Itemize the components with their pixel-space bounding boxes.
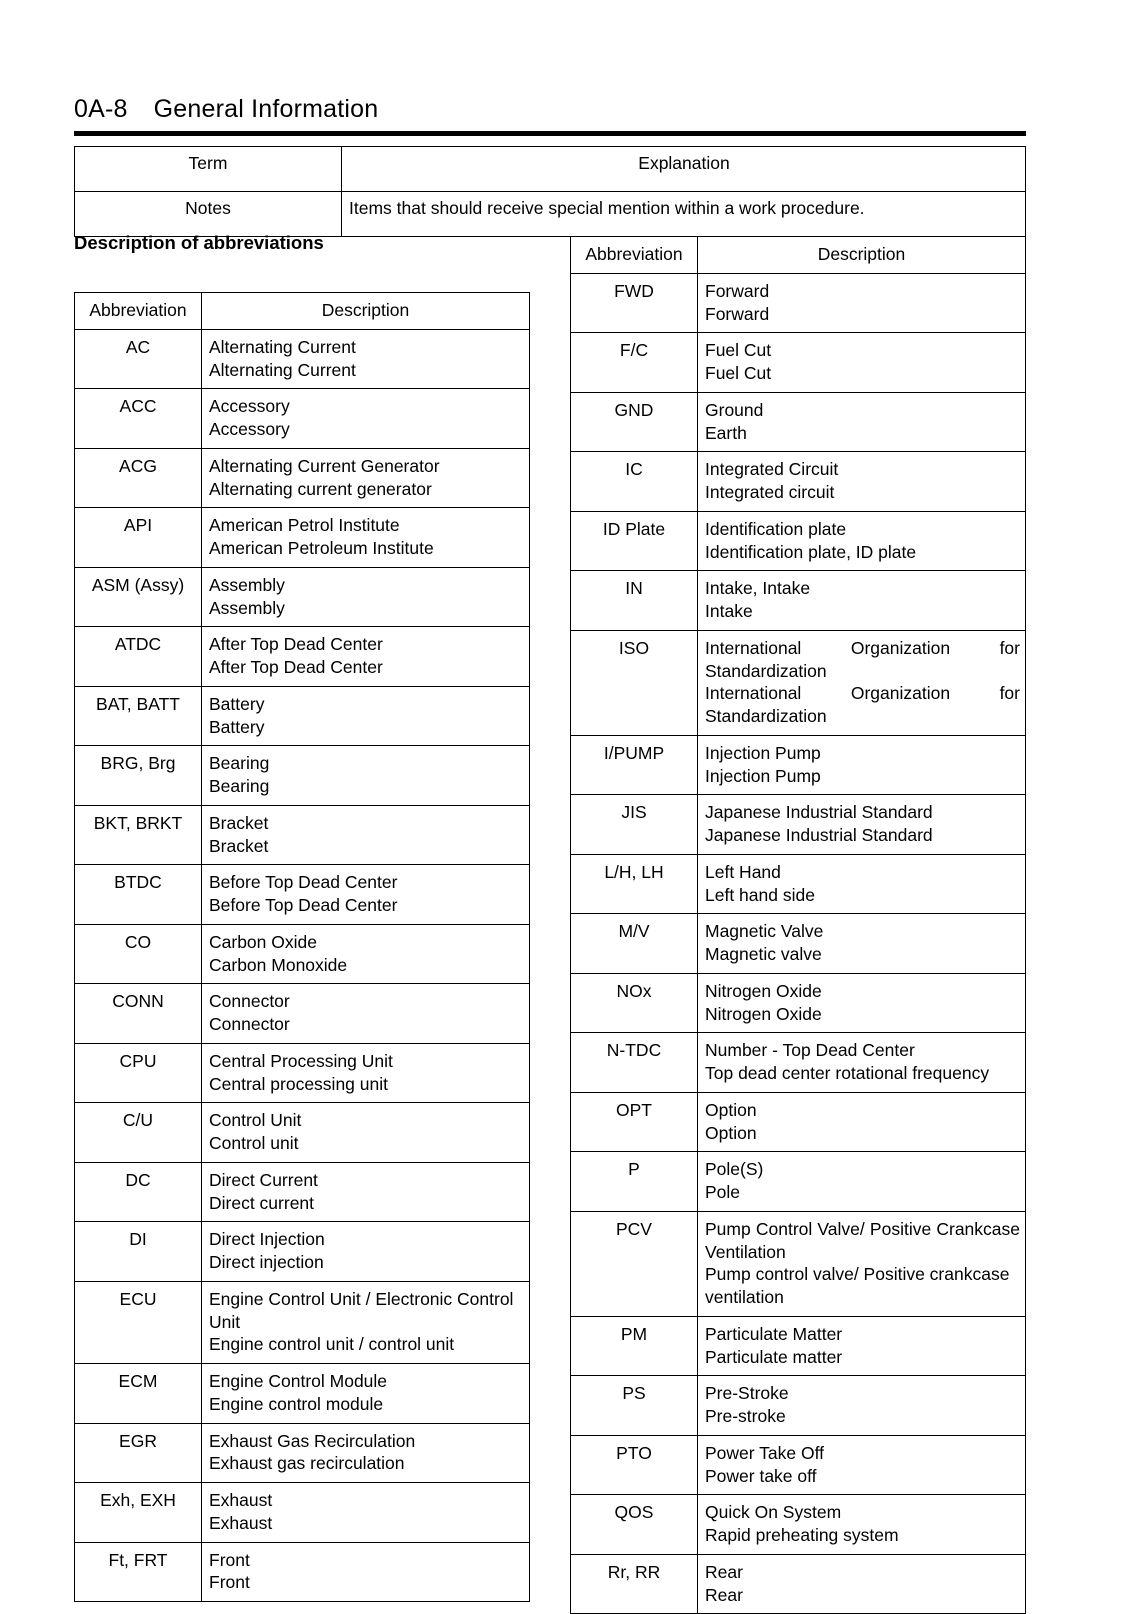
table-row	[571, 452, 1026, 512]
abbreviation-cell: EGR	[75, 1423, 202, 1483]
description-line-english: Connector	[209, 991, 290, 1012]
description-cell	[202, 448, 530, 508]
description-line-english: Carbon Oxide	[209, 931, 317, 952]
description-line-english: Assembly	[209, 574, 285, 595]
description-cell	[202, 567, 530, 627]
description-line-english: Pole(S)	[705, 1159, 764, 1180]
description-cell	[202, 1281, 530, 1363]
abbreviation-cell: ASM (Assy)	[75, 567, 202, 627]
abbreviation-cell: Exh, EXH	[75, 1483, 202, 1543]
description-cell	[698, 854, 1026, 914]
abbreviation-cell: M/V	[571, 914, 698, 974]
column-header-abbreviation: Abbreviation	[571, 237, 698, 274]
description-cell	[202, 1483, 530, 1543]
description-line-secondary: After Top Dead Center	[209, 657, 383, 677]
table-row	[75, 984, 530, 1044]
description-line-english: Quick On System	[705, 1502, 842, 1523]
abbreviation-cell: QOS	[571, 1495, 698, 1555]
table-row	[571, 1554, 1026, 1614]
abbreviation-cell: FWD	[571, 273, 698, 333]
description-line-secondary: Alternating current generator	[209, 478, 432, 499]
table-row	[75, 1364, 530, 1424]
description-cell	[202, 865, 530, 925]
description-line-secondary: Bracket	[209, 835, 269, 856]
abbreviation-cell: CPU	[75, 1043, 202, 1103]
description-cell	[698, 630, 1026, 735]
table-row	[75, 448, 530, 508]
abbreviation-cell: ATDC	[75, 627, 202, 687]
abbreviation-table-left	[74, 292, 530, 1602]
abbreviation-table-right	[570, 236, 1026, 1614]
description-line-secondary: Accessory	[209, 419, 290, 439]
description-cell	[698, 735, 1026, 795]
abbreviation-rows-right	[571, 273, 1026, 1614]
description-line-secondary: Intake	[705, 601, 753, 621]
description-line-english: Intake, Intake	[705, 578, 811, 599]
description-line-secondary: Front	[209, 1572, 250, 1593]
table-row	[75, 865, 530, 925]
abbreviation-cell: ACG	[75, 448, 202, 508]
description-cell	[202, 984, 530, 1044]
page-number: 0A-8	[74, 95, 128, 123]
description-line-secondary: Forward	[705, 303, 770, 324]
description-cell	[202, 746, 530, 806]
description-cell	[698, 333, 1026, 393]
table-row	[75, 567, 530, 627]
table-row	[75, 924, 530, 984]
table-row	[571, 571, 1026, 631]
abbreviation-cell: Ft, FRT	[75, 1542, 202, 1602]
description-line-english: Bearing	[209, 753, 270, 774]
description-line-english: Pre-Stroke	[705, 1383, 789, 1404]
description-cell	[202, 329, 530, 389]
description-cell	[698, 1316, 1026, 1376]
table-row	[571, 273, 1026, 333]
description-line-english: Alternating Current Generator	[209, 455, 440, 476]
description-line-english: Particulate Matter	[705, 1323, 843, 1344]
description-line-secondary: Power take off	[705, 1465, 817, 1486]
table-row	[571, 630, 1026, 735]
description-line-secondary: Japanese Industrial Standard	[705, 825, 933, 845]
table-row	[75, 746, 530, 806]
description-line-secondary: Connector	[209, 1014, 290, 1034]
table-row	[571, 1152, 1026, 1212]
abbreviation-cell: N-TDC	[571, 1033, 698, 1093]
abbreviation-cell: BAT, BATT	[75, 686, 202, 746]
description-line-english: Front	[209, 1549, 250, 1570]
description-line-secondary: Left hand side	[705, 884, 815, 905]
description-line-secondary: Alternating Current	[209, 359, 356, 380]
abbreviation-cell: BKT, BRKT	[75, 805, 202, 865]
description-line-secondary: Option	[705, 1122, 757, 1143]
description-line-english: American Petrol Institute	[209, 515, 400, 536]
table-row	[571, 1033, 1026, 1093]
description-line-secondary: Fuel Cut	[705, 363, 772, 383]
column-header-explanation: Explanation	[342, 147, 1026, 192]
description-cell	[698, 571, 1026, 631]
table-row	[75, 508, 530, 568]
description-line-secondary: Nitrogen Oxide	[705, 1003, 822, 1024]
term-explanation-table	[74, 146, 1026, 237]
description-cell	[202, 1043, 530, 1103]
description-line-secondary: Identification plate, ID plate	[705, 541, 917, 562]
table-row	[75, 1423, 530, 1483]
abbreviation-cell: BTDC	[75, 865, 202, 925]
description-cell	[698, 1152, 1026, 1212]
description-cell	[698, 1435, 1026, 1495]
table-row	[571, 795, 1026, 855]
description-cell	[202, 389, 530, 449]
abbreviation-cell: C/U	[75, 1103, 202, 1163]
table-row	[75, 627, 530, 687]
description-line-english: Rear	[705, 1561, 743, 1582]
abbreviation-cell: OPT	[571, 1092, 698, 1152]
abbreviation-cell: AC	[75, 329, 202, 389]
table-row	[571, 1495, 1026, 1555]
description-line-secondary: Before Top Dead Center	[209, 895, 398, 915]
description-line-secondary: Particulate matter	[705, 1346, 843, 1367]
description-cell	[202, 1364, 530, 1424]
description-cell	[698, 452, 1026, 512]
description-line-secondary: Exhaust	[209, 1512, 273, 1533]
abbreviation-cell: CONN	[75, 984, 202, 1044]
table-row	[571, 973, 1026, 1033]
description-line-english: Forward	[705, 280, 770, 301]
abbreviation-cell: ACC	[75, 389, 202, 449]
column-header-description: Description	[202, 293, 530, 330]
description-line-english: Engine Control Module	[209, 1371, 388, 1391]
abbreviation-cell: ID Plate	[571, 511, 698, 571]
description-cell	[202, 1222, 530, 1282]
description-line-english: Central Processing Unit	[209, 1050, 393, 1071]
table-header-row	[571, 237, 1026, 274]
abbreviation-cell: ISO	[571, 630, 698, 735]
abbreviation-cell: DI	[75, 1222, 202, 1282]
description-cell	[698, 1376, 1026, 1436]
description-line-english: Injection Pump	[705, 742, 821, 763]
abbreviation-cell: L/H, LH	[571, 854, 698, 914]
table-row	[571, 1211, 1026, 1316]
description-line-english: Pump Control Valve/ Positive Crankcase Ventilation	[705, 1218, 1025, 1262]
table-row	[571, 1092, 1026, 1152]
description-cell	[698, 273, 1026, 333]
table-row	[75, 192, 1026, 237]
table-row	[75, 1043, 530, 1103]
table-row	[571, 1316, 1026, 1376]
description-line-english: Direct Current	[209, 1169, 318, 1190]
table-row	[75, 686, 530, 746]
abbreviation-cell: CO	[75, 924, 202, 984]
term-explanation-body	[75, 192, 1026, 237]
description-line-secondary: Earth	[705, 422, 747, 443]
description-line-english: Magnetic Valve	[705, 921, 824, 942]
abbreviation-cell: Rr, RR	[571, 1554, 698, 1614]
description-line-english: Control Unit	[209, 1110, 302, 1131]
description-cell	[202, 924, 530, 984]
description-line-secondary: Assembly	[209, 597, 285, 618]
description-line-english: Engine Control Unit / Electronic Control Unit	[209, 1288, 519, 1332]
description-cell	[698, 795, 1026, 855]
description-cell	[698, 1554, 1026, 1614]
description-line-secondary: Direct current	[209, 1192, 315, 1213]
table-row	[571, 735, 1026, 795]
description-line-secondary: Battery	[209, 716, 265, 737]
description-line-english: Identification plate	[705, 518, 847, 539]
description-line-secondary: Exhaust gas recirculation	[209, 1453, 405, 1474]
abbreviation-cell: F/C	[571, 333, 698, 393]
description-line-secondary: Rapid preheating system	[705, 1525, 899, 1545]
table-row	[75, 805, 530, 865]
table-row	[75, 1162, 530, 1222]
section-heading: Description of abbreviations	[74, 232, 324, 253]
description-cell	[202, 1423, 530, 1483]
abbreviation-cell: ECU	[75, 1281, 202, 1363]
table-row	[571, 333, 1026, 393]
description-line-english: Bracket	[209, 812, 269, 833]
description-line-secondary: Integrated circuit	[705, 482, 835, 502]
description-line-english: After Top Dead Center	[209, 634, 383, 655]
page-header	[74, 95, 1026, 124]
abbreviation-cell: ECM	[75, 1364, 202, 1424]
description-line-english: Integrated Circuit	[705, 459, 839, 480]
description-line-english: Japanese Industrial Standard	[705, 802, 933, 823]
abbreviation-cell: IN	[571, 571, 698, 631]
description-line-english: Number - Top Dead Center	[705, 1040, 915, 1061]
description-cell	[202, 1162, 530, 1222]
description-cell	[698, 1033, 1026, 1093]
description-line-secondary: Control unit	[209, 1133, 299, 1153]
column-header-abbreviation: Abbreviation	[75, 293, 202, 330]
description-line-english: Direct Injection	[209, 1229, 325, 1250]
description-line-english: Exhaust Gas Recirculation	[209, 1430, 416, 1451]
description-line-secondary: Engine control unit / control unit	[209, 1334, 455, 1355]
description-line-english: Option	[705, 1099, 757, 1120]
description-line-secondary: International Organization for Standardization	[705, 683, 1025, 726]
abbreviation-cell: BRG, Brg	[75, 746, 202, 806]
description-line-secondary: Top dead center rotational frequency	[705, 1063, 990, 1083]
abbreviation-cell: I/PUMP	[571, 735, 698, 795]
description-cell	[698, 1092, 1026, 1152]
abbreviation-cell: PM	[571, 1316, 698, 1376]
table-row	[75, 1103, 530, 1163]
abbreviation-cell: PS	[571, 1376, 698, 1436]
description-line-english: Nitrogen Oxide	[705, 980, 822, 1001]
table-row	[75, 389, 530, 449]
description-line-secondary: Pump control valve/ Positive crankcase ventilation	[705, 1264, 1015, 1307]
abbreviation-cell: GND	[571, 392, 698, 452]
description-cell	[202, 1103, 530, 1163]
description-line-english: Power Take Off	[705, 1442, 824, 1463]
abbreviation-cell: PTO	[571, 1435, 698, 1495]
description-line-english: Ground	[705, 399, 764, 420]
abbreviation-cell: JIS	[571, 795, 698, 855]
column-header-term: Term	[75, 147, 342, 192]
table-row	[75, 1281, 530, 1363]
abbreviation-cell: API	[75, 508, 202, 568]
description-cell	[698, 392, 1026, 452]
description-line-english: Accessory	[209, 396, 290, 417]
description-line-secondary: Injection Pump	[705, 765, 821, 786]
abbreviation-cell: DC	[75, 1162, 202, 1222]
table-row	[571, 511, 1026, 571]
description-line-secondary: American Petroleum Institute	[209, 538, 434, 558]
table-row	[571, 914, 1026, 974]
description-line-english: Before Top Dead Center	[209, 872, 398, 893]
description-line-secondary: Carbon Monoxide	[209, 954, 348, 975]
description-line-english: Left Hand	[705, 861, 781, 882]
abbreviation-cell: IC	[571, 452, 698, 512]
table-row	[75, 1222, 530, 1282]
description-line-secondary: Bearing	[209, 776, 270, 796]
description-cell	[202, 686, 530, 746]
abbreviation-rows-left	[75, 329, 530, 1601]
explanation-cell: Items that should receive special mention within a work procedure.	[342, 192, 1026, 237]
table-row	[571, 854, 1026, 914]
description-line-english: Alternating Current	[209, 336, 356, 357]
column-header-description: Description	[698, 237, 1026, 274]
description-line-secondary: Rear	[705, 1584, 743, 1605]
description-cell	[698, 1211, 1026, 1316]
term-cell: Notes	[75, 192, 342, 237]
table-row	[75, 1483, 530, 1543]
table-header-row	[75, 293, 530, 330]
description-cell	[202, 627, 530, 687]
description-line-secondary: Central processing unit	[209, 1073, 388, 1094]
description-cell	[698, 1495, 1026, 1555]
table-row	[571, 392, 1026, 452]
table-row	[75, 1542, 530, 1602]
description-cell	[698, 914, 1026, 974]
description-line-english: Battery	[209, 693, 265, 714]
description-line-english: Fuel Cut	[705, 340, 772, 361]
description-line-english: Exhaust	[209, 1490, 273, 1510]
header-rule	[74, 131, 1026, 136]
description-line-secondary: Magnetic valve	[705, 944, 822, 964]
description-cell	[698, 973, 1026, 1033]
description-line-secondary: Pre-stroke	[705, 1406, 786, 1426]
description-cell	[202, 508, 530, 568]
description-line-english: International Organization for Standardization	[705, 637, 1025, 681]
abbreviation-cell: P	[571, 1152, 698, 1212]
description-cell	[698, 511, 1026, 571]
table-row	[571, 1376, 1026, 1436]
table-row	[75, 329, 530, 389]
description-line-secondary: Pole	[705, 1182, 741, 1202]
description-cell	[202, 805, 530, 865]
description-cell	[202, 1542, 530, 1602]
abbreviation-cell: NOx	[571, 973, 698, 1033]
table-row	[571, 1435, 1026, 1495]
table-header-row	[75, 147, 1026, 192]
description-line-secondary: Engine control module	[209, 1393, 384, 1414]
abbreviation-cell: PCV	[571, 1211, 698, 1316]
description-line-secondary: Direct injection	[209, 1252, 324, 1272]
page-title: General Information	[153, 95, 379, 123]
